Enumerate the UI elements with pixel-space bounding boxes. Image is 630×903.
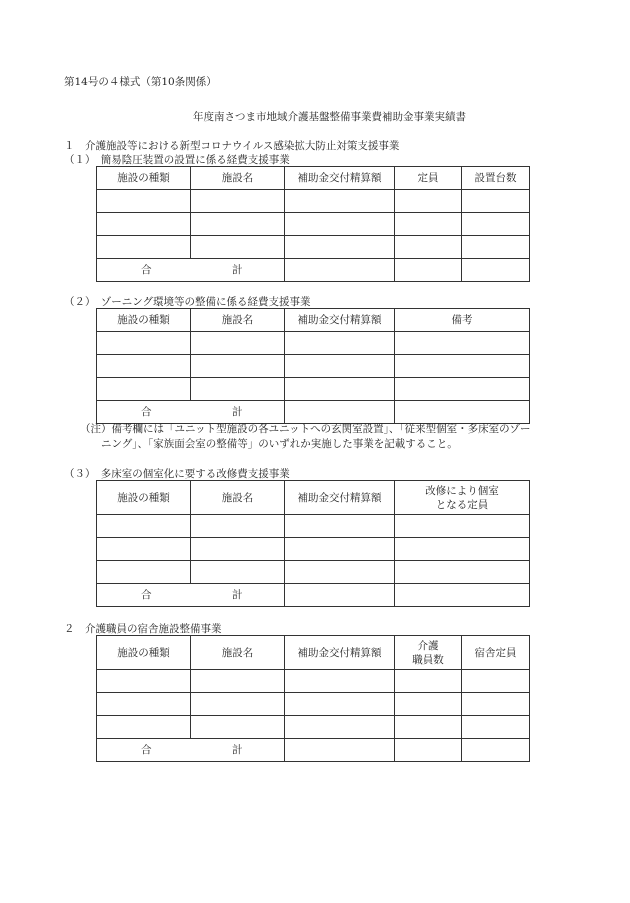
total-dormitory-cell[interactable] [462, 739, 530, 762]
cell[interactable] [395, 213, 462, 236]
header-facility-name: 施設名 [191, 167, 285, 190]
table-row [97, 355, 530, 378]
cell[interactable] [97, 332, 191, 355]
cell[interactable] [395, 190, 462, 213]
cell[interactable] [191, 561, 285, 584]
section1-heading: １ 介護施設等における新型コロナウイルス感染拡大防止対策支援事業 [64, 140, 400, 152]
cell[interactable] [97, 670, 191, 693]
table-row [97, 236, 530, 259]
cell[interactable] [285, 355, 395, 378]
cell[interactable] [395, 236, 462, 259]
cell[interactable] [97, 515, 191, 538]
cell[interactable] [97, 561, 191, 584]
cell[interactable] [191, 693, 285, 716]
remarks-note [80, 422, 570, 452]
table-row [97, 561, 530, 584]
cell[interactable] [285, 716, 395, 739]
cell[interactable] [395, 355, 530, 378]
form-number: 第14号の４様式（第10条関係） [64, 76, 217, 88]
header-facility-type: 施設の種類 [97, 481, 191, 515]
cell[interactable] [191, 716, 285, 739]
header-facility-type: 施設の種類 [97, 167, 191, 190]
table-staff-dormitory [96, 635, 530, 762]
header-line: 改修により個室 [425, 484, 499, 497]
total-row [97, 584, 530, 607]
cell[interactable] [191, 515, 285, 538]
cell[interactable] [395, 693, 462, 716]
header-subsidy-amount: 補助金交付精算額 [285, 636, 395, 670]
cell[interactable] [285, 213, 395, 236]
total-label-cell [97, 401, 285, 424]
cell[interactable] [462, 670, 530, 693]
total-amount-cell[interactable] [285, 401, 395, 424]
cell[interactable] [191, 538, 285, 561]
header-facility-name: 施設名 [191, 636, 285, 670]
cell[interactable] [285, 190, 395, 213]
section2-heading: ２ 介護職員の宿舎施設整備事業 [64, 623, 222, 635]
total-row [97, 739, 530, 762]
cell[interactable] [97, 236, 191, 259]
header-care-staff-count [395, 636, 462, 670]
cell[interactable] [97, 190, 191, 213]
total-row [97, 401, 530, 424]
cell[interactable] [97, 693, 191, 716]
total-capacity-cell[interactable] [395, 259, 462, 282]
table-row [97, 693, 530, 716]
section1-sub2-label: （２） ゾーニング環境等の整備に係る経費支援事業 [64, 296, 311, 308]
cell[interactable] [97, 213, 191, 236]
table-private-room-conversion [96, 480, 530, 607]
cell[interactable] [285, 515, 395, 538]
total-units-cell[interactable] [462, 259, 530, 282]
header-subsidy-amount: 補助金交付精算額 [285, 481, 395, 515]
cell[interactable] [285, 561, 395, 584]
header-remarks: 備考 [395, 309, 530, 332]
total-label-right: 計 [232, 589, 243, 601]
total-label-cell [97, 259, 285, 282]
total-row [97, 259, 530, 282]
table-negative-pressure [96, 166, 530, 282]
total-label-left: 合 [141, 744, 152, 756]
document-title: 年度南さつま市地域介護基盤整備事業費補助金事業実績書 [193, 111, 466, 123]
section1-sub3-label: （３） 多床室の個室化に要する改修費支援事業 [64, 468, 290, 480]
cell[interactable] [191, 670, 285, 693]
header-dormitory-capacity: 宿舎定員 [462, 636, 530, 670]
total-amount-cell[interactable] [285, 739, 395, 762]
header-converted-capacity [395, 481, 530, 515]
cell[interactable] [462, 190, 530, 213]
cell[interactable] [191, 378, 285, 401]
cell[interactable] [462, 213, 530, 236]
cell[interactable] [395, 716, 462, 739]
cell[interactable] [191, 332, 285, 355]
section1-sub1-label: （１） 簡易陰圧装置の設置に係る経費支援事業 [64, 154, 290, 166]
cell[interactable] [395, 670, 462, 693]
header-line: となる定員 [435, 498, 489, 511]
total-amount-cell[interactable] [285, 259, 395, 282]
cell[interactable] [97, 716, 191, 739]
header-facility-name: 施設名 [191, 309, 285, 332]
total-label-cell [97, 739, 285, 762]
table-row [97, 515, 530, 538]
cell[interactable] [462, 693, 530, 716]
cell[interactable] [285, 332, 395, 355]
total-amount-cell[interactable] [285, 584, 395, 607]
header-facility-type: 施設の種類 [97, 636, 191, 670]
header-subsidy-amount: 補助金交付精算額 [285, 309, 395, 332]
cell[interactable] [462, 716, 530, 739]
header-line: 介護 [417, 639, 439, 652]
cell[interactable] [191, 213, 285, 236]
cell[interactable] [97, 355, 191, 378]
header-facility-type: 施設の種類 [97, 309, 191, 332]
total-label-right: 計 [232, 744, 243, 756]
cell[interactable] [462, 236, 530, 259]
note-line-2: ニング」、「家族面会室の整備等」のいずれか実施した事業を記載すること。 [101, 438, 458, 450]
total-capacity-cell[interactable] [395, 584, 530, 607]
header-facility-name: 施設名 [191, 481, 285, 515]
cell[interactable] [97, 378, 191, 401]
note-line-1: （注）備考欄には「ユニット型施設の各ユニットへの玄関室設置」、「従来型個室・多床室のゾー [80, 423, 531, 435]
table-row [97, 538, 530, 561]
total-label-cell [97, 584, 285, 607]
total-remarks-cell[interactable] [395, 401, 530, 424]
cell[interactable] [395, 378, 530, 401]
cell[interactable] [191, 236, 285, 259]
table-row [97, 670, 530, 693]
cell[interactable] [395, 561, 530, 584]
cell[interactable] [97, 538, 191, 561]
total-label-left: 合 [141, 406, 152, 418]
total-staff-cell[interactable] [395, 739, 462, 762]
cell[interactable] [395, 538, 530, 561]
total-label-right: 計 [232, 264, 243, 276]
table-row [97, 213, 530, 236]
header-subsidy-amount: 補助金交付精算額 [285, 167, 395, 190]
cell[interactable] [285, 538, 395, 561]
header-installed-units: 設置台数 [462, 167, 530, 190]
table-row [97, 378, 530, 401]
cell[interactable] [285, 670, 395, 693]
cell[interactable] [191, 190, 285, 213]
total-label-left: 合 [141, 589, 152, 601]
table-zoning [96, 308, 530, 424]
cell[interactable] [395, 515, 530, 538]
cell[interactable] [395, 332, 530, 355]
table-row [97, 716, 530, 739]
cell[interactable] [285, 693, 395, 716]
cell[interactable] [285, 236, 395, 259]
total-label-right: 計 [232, 406, 243, 418]
total-label-left: 合 [141, 264, 152, 276]
cell[interactable] [285, 378, 395, 401]
table-row [97, 332, 530, 355]
header-capacity: 定員 [395, 167, 462, 190]
table-row [97, 190, 530, 213]
cell[interactable] [191, 355, 285, 378]
header-line: 職員数 [412, 653, 444, 666]
